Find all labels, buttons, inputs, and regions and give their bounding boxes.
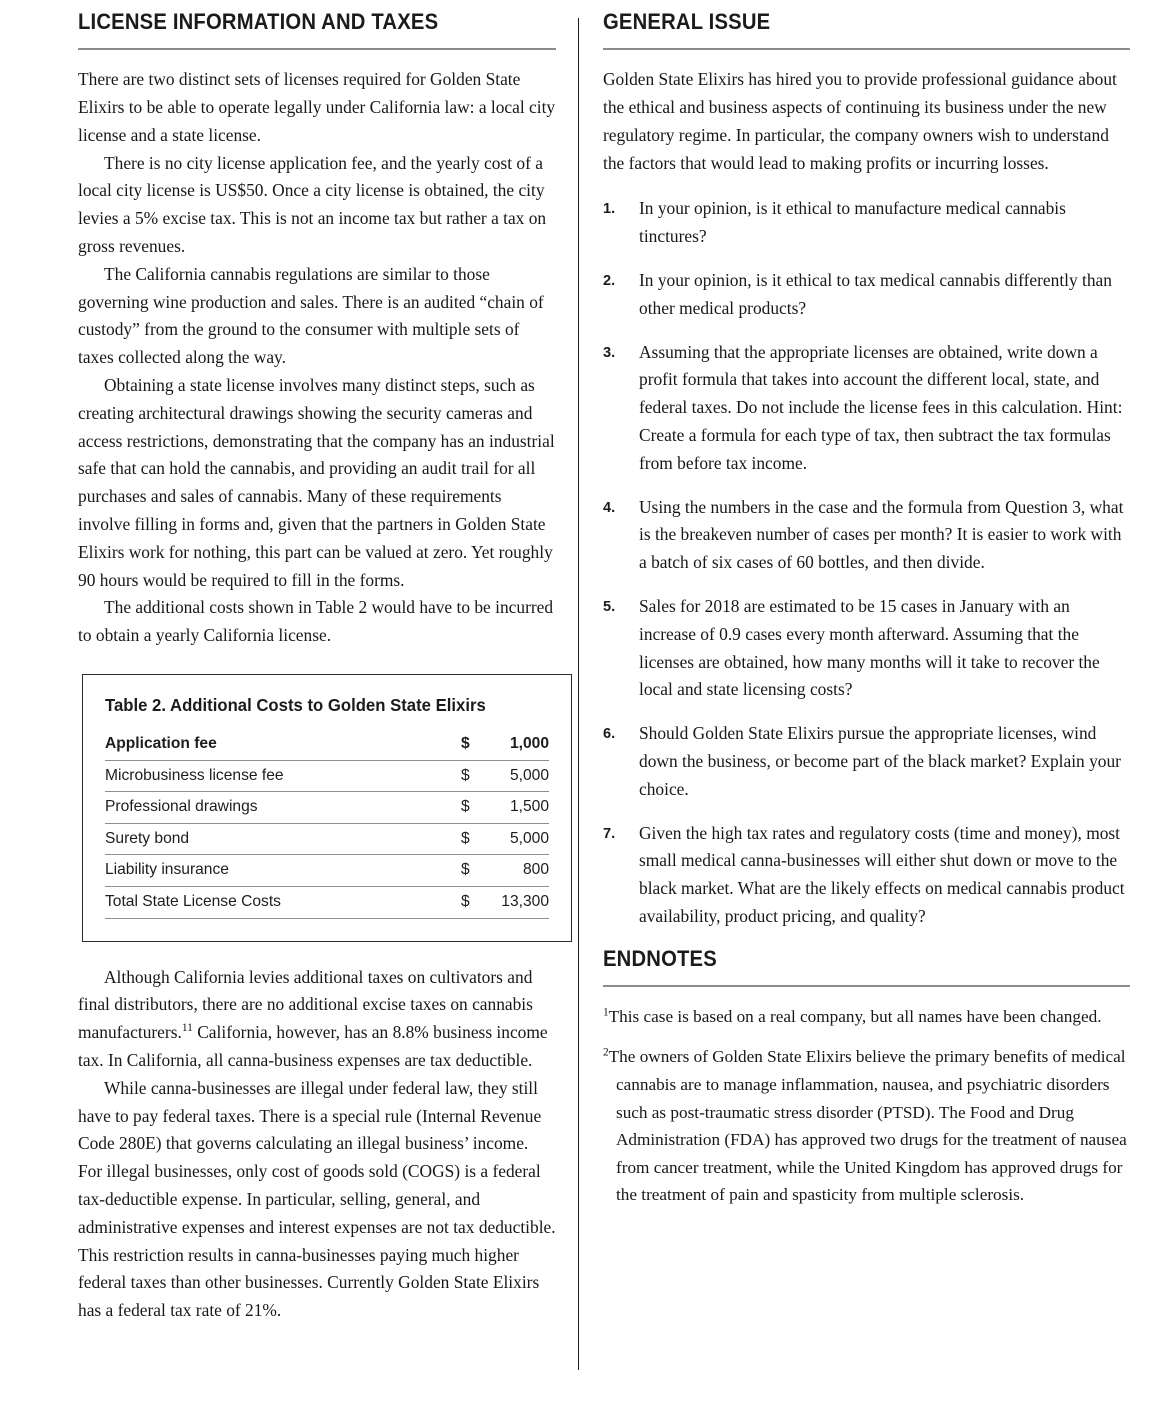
cost-currency: $: [461, 823, 487, 855]
cost-amount: 800: [487, 855, 549, 887]
question-list: [603, 195, 1130, 930]
list-item-text: Should Golden State Elixirs pursue the appropriate licenses, wind down the business, or become part of the black market? Explain your choice.: [639, 723, 1121, 799]
page-title-general-issue: GENERAL ISSUE: [603, 9, 771, 34]
cost-amount: 1,000: [487, 729, 549, 760]
table-title: Table 2. Additional Costs to Golden State Elixirs: [105, 694, 486, 715]
list-item-text: In your opinion, is it ethical to manufacture medical cannabis tinctures?: [639, 198, 1066, 247]
cost-label: Microbusiness license fee: [105, 760, 461, 792]
endnote-text: The owners of Golden State Elixirs believe the primary benefits of medical cannabis are to manage inflammation, nausea, and psychiatric disorders such as post-traumatic stress disorder (PTSD). The Food and Drug Administration (FDA) has approved two drugs for the treatment of nausea from cancer treatment, while the United Kingdom has approved drugs for the treatment of pain and spasticity from multiple sclerosis.: [608, 1047, 1127, 1205]
list-item-number: 5.: [603, 598, 616, 615]
table-row: [105, 729, 549, 760]
list-item-number: 4.: [603, 499, 616, 516]
endnote-text: This case is based on a real company, but all names have been changed.: [608, 1006, 1102, 1026]
table-row: [105, 760, 549, 792]
endnote-marker: 2: [603, 1046, 609, 1059]
cost-label: Total State License Costs: [105, 887, 461, 919]
cost-amount: 5,000: [487, 760, 549, 792]
paragraph-text-before-footnote: Although California levies additional taxes on cultivators and final distributors, there are no additional excise taxes on cannabis manufacturers.: [78, 966, 533, 1043]
list-item-text: In your opinion, is it ethical to tax medical cannabis differently than other medical products?: [639, 269, 1112, 318]
heading-rule: [603, 48, 1130, 50]
paragraph: Obtaining a state license involves many distinct steps, such as creating architectural drawings showing the security cameras and access restrictions, demonstrating that the company has an industrial safe that can hold the cannabis, and providing an audit trail for all purchases and sales of cannabis. Many of these requirements involve filling in forms and, given that the partners in Golden State Elixirs work for nothing, this part can be valued at zero. Yet roughly 90 hours would be required to fill in the forms.: [78, 374, 555, 590]
cost-currency: $: [461, 887, 487, 919]
cost-currency: $: [461, 792, 487, 824]
heading-rule: [603, 985, 1130, 987]
table-row: [105, 823, 549, 855]
list-item: [603, 339, 1130, 478]
list-item: [603, 720, 1130, 803]
paragraph-text-after-footnote: California, however, has an 8.8% business income tax. In California, all canna-business expenses are tax deductible.: [78, 1022, 548, 1071]
left-column: [78, 10, 578, 1402]
costs-table: [105, 729, 549, 919]
cost-label: Liability insurance: [105, 855, 461, 887]
list-item: [603, 267, 1130, 323]
paragraph: There is no city license application fee, and the yearly cost of a local city license is US$50. Once a city license is obtained, the city levies a 5% excise tax. This is not an income tax but rather a tax on gross revenues.: [78, 152, 547, 256]
heading-rule: [78, 48, 556, 50]
list-item-text: Sales for 2018 are estimated to be 15 cases in January with an increase of 0.9 cases every month afterward. Assuming that the licenses are obtained, how many months will it take to recover the local and state licensing costs?: [639, 595, 1100, 700]
paragraph: The additional costs shown in Table 2 would have to be incurred to obtain a yearly California license.: [78, 597, 554, 646]
list-item-text: Assuming that the appropriate licenses are obtained, write down a profit formula that takes into account the different local, state, and federal taxes. Do not include the license fees in this calculation. Hint: Create a formula for each type of tax, then subtract the tax formulas from before tax income.: [639, 341, 1123, 473]
list-item-number: 1.: [603, 201, 616, 218]
paragraph: [78, 964, 556, 1075]
table-additional-costs: [82, 674, 572, 942]
list-item: [603, 195, 1130, 251]
page-title-endnotes: ENDNOTES: [603, 945, 717, 971]
paragraph: While canna-businesses are illegal under federal law, they still have to pay federal taxes. There is a special rule (Internal Revenue Code 280E) that governs calculating an illegal business’ income. For illegal businesses, only cost of goods sold (COGS) is a federal tax-deductible expense. In particular, selling, general, and administrative expenses and interest expenses are not tax deductible. This restriction results in canna-businesses paying much higher federal taxes than other businesses. Currently Golden State Elixirs has a federal tax rate of 21%.: [78, 1077, 556, 1321]
cost-currency: $: [461, 760, 487, 792]
footnote-marker: 11: [181, 1022, 193, 1035]
paragraph: Golden State Elixirs has hired you to provide professional guidance about the ethical and business aspects of continuing its business under the new regulatory regime. In particular, the company owners wish to understand the factors that would lead to making profits or incurring losses.: [603, 69, 1117, 173]
paragraph: There are two distinct sets of licenses required for Golden State Elixirs to be able to operate legally under California law: a local city license and a state license.: [78, 69, 556, 145]
table-row: [105, 855, 549, 887]
list-item-text: Given the high tax rates and regulatory costs (time and money), most small medical canna-businesses will either shut down or move to the black market. What are the likely effects on medical cannabis product availability, product pricing, and quality?: [639, 822, 1125, 926]
cost-label: Surety bond: [105, 823, 461, 855]
endnote-item: [603, 1003, 1130, 1031]
table-row-total: [105, 887, 549, 919]
paragraph: The California cannabis regulations are similar to those governing wine production and sales. There is an audited “chain of custody” from the ground to the consumer with multiple sets of taxes collected along the way.: [78, 263, 544, 368]
cost-amount: 5,000: [487, 823, 549, 855]
list-item-number: 2.: [603, 272, 616, 289]
endnote-marker: 1: [603, 1006, 609, 1019]
cost-amount: 13,300: [487, 887, 549, 919]
list-item: [603, 494, 1130, 577]
list-item: [603, 593, 1130, 704]
right-column: [579, 10, 1130, 1402]
cost-currency: $: [461, 855, 487, 887]
list-item: [603, 820, 1130, 931]
table-row: [105, 792, 549, 824]
endnote-item: [603, 1043, 1130, 1209]
cost-amount: 1,500: [487, 792, 549, 824]
list-item-number: 7.: [603, 825, 616, 842]
cost-label: Application fee: [105, 729, 461, 760]
cost-label: Professional drawings: [105, 792, 461, 824]
page-title-license-information: LICENSE INFORMATION AND TAXES: [78, 9, 439, 34]
costs-table-body: [105, 729, 549, 918]
list-item-text: Using the numbers in the case and the formula from Question 3, what is the breakeven number of cases per month? It is easier to work with a batch of six cases of 60 bottles, and then divide.: [639, 496, 1124, 573]
list-item-number: 3.: [603, 344, 616, 361]
list-item-number: 6.: [603, 726, 616, 743]
cost-currency: $: [461, 729, 487, 760]
